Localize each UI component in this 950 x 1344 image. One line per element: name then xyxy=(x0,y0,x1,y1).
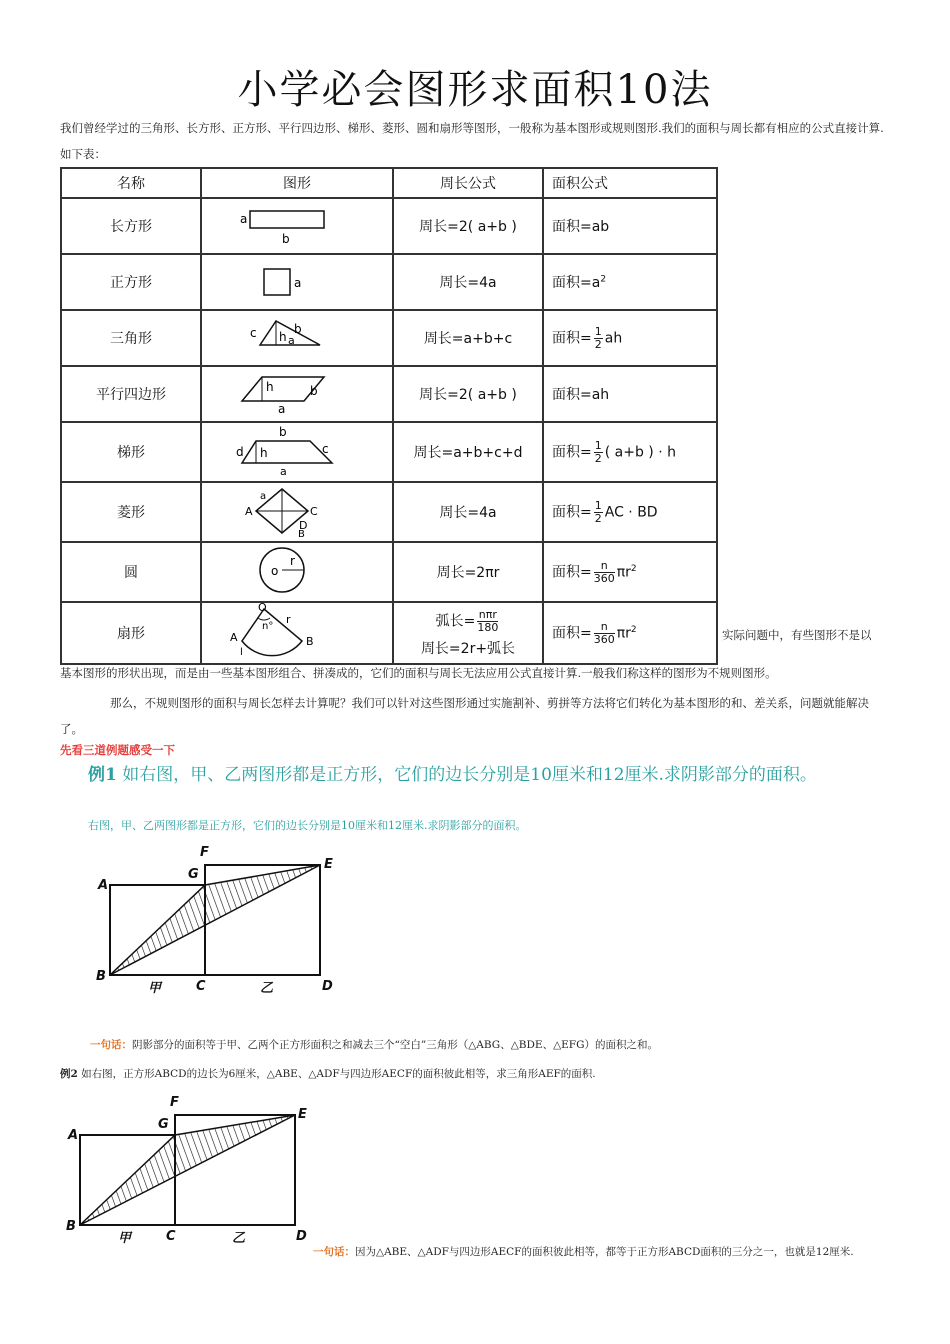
table-row xyxy=(61,482,717,542)
svg-text:h: h xyxy=(260,446,268,460)
table-row xyxy=(61,310,717,366)
shaded-region xyxy=(110,865,320,975)
svg-text:D: D xyxy=(299,519,308,532)
row-perimeter: 周长=2( a+b ) xyxy=(393,198,543,254)
table-row xyxy=(61,542,717,602)
row-area: 面积=ah xyxy=(543,366,717,422)
table-header-row xyxy=(61,168,717,198)
svg-text:A: A xyxy=(98,878,109,893)
svg-text:h: h xyxy=(266,380,274,394)
svg-text:乙: 乙 xyxy=(232,1231,246,1246)
row-perimeter: 周长=2( a+b ) xyxy=(393,366,543,422)
continuation-paragraph: 基本图形的形状出现，而是由一些基本图形组合、拼凑成的，它们的面积与周长无法应用公式直接计算.一般我们称这样的图形为不规则图形。 xyxy=(60,666,777,680)
table-row xyxy=(61,422,717,482)
row-name: 菱形 xyxy=(61,482,201,542)
svg-text:c: c xyxy=(322,442,329,456)
row-perimeter: 周长=a+b+c+d xyxy=(393,422,543,482)
example2-note: 一句话：因为△ABE、△ADF与四边形AECF的面积彼此相等，都等于正方形ABCD面积的三分之一，也就是12厘米. xyxy=(313,1246,854,1258)
table-row xyxy=(61,366,717,422)
row-perimeter: 周长=4a xyxy=(393,482,543,542)
label-a: a xyxy=(294,276,302,290)
svg-text:a: a xyxy=(280,465,287,477)
svg-text:甲: 甲 xyxy=(118,1231,132,1246)
example1-subtext: 右图，甲、乙两图形都是正方形，它们的边长分别是10厘米和12厘米.求阴影部分的面积。 xyxy=(88,819,527,832)
svg-text:C: C xyxy=(310,505,318,518)
row-area: 面积= $\frac{1}{2}$ AC · BD xyxy=(543,482,717,542)
label-b: b xyxy=(282,232,290,246)
triangle-figure xyxy=(201,310,393,366)
row-area: 面积= $\frac{n}{360}$ $\pi r^2$ xyxy=(543,602,717,664)
row-area: 面积$=a^2$ xyxy=(543,254,717,310)
row-perimeter: 周长=4a xyxy=(393,254,543,310)
header-perimeter: 周长公式 xyxy=(393,168,543,198)
label-a: a xyxy=(240,212,248,226)
method-paragraph: 那么，不规则图形的面积与周长怎样去计算呢？我们可以针对这些图形通过实施割补、剪拼等方法将它们转化为基本图形的和、差关系，问题就能解决了。 xyxy=(60,696,869,736)
example1-title: 例1 如右图，甲、乙两图形都是正方形，它们的边长分别是10厘米和12厘米.求阴影部分的面积。 xyxy=(88,765,817,785)
svg-text:C: C xyxy=(166,1229,176,1244)
row-name: 梯形 xyxy=(61,422,201,482)
svg-text:D: D xyxy=(322,979,333,994)
shaded-region xyxy=(80,1115,295,1225)
header-name: 名称 xyxy=(61,168,201,198)
circle-figure xyxy=(201,542,393,602)
svg-text:d: d xyxy=(236,445,244,459)
svg-text:o: o xyxy=(271,564,279,578)
svg-text:O: O xyxy=(258,603,267,614)
row-perimeter: 周长=a+b+c xyxy=(393,310,543,366)
example1-note: 一句话：阴影部分的面积等于甲、乙两个正方形面积之和减去三个“空白”三角形（△ABG、△BDE、△EFG）的面积之和。 xyxy=(90,1039,658,1051)
table-row xyxy=(61,254,717,310)
intro-paragraph: 我们曾经学过的三角形、长方形、正方形、平行四边形、梯形、菱形、圆和扇形等图形，一般称为基本图形或规则图形.我们的面积与周长都有相应的公式直接计算.如下表： xyxy=(60,121,884,161)
example2-text: 例2 如右图，正方形ABCD的边长为6厘米，△ABE、△ADF与四边形AECF的面积彼此相等，求三角形AEF的面积. xyxy=(60,1068,596,1080)
page-title: 小学必会图形求面积10法 xyxy=(237,67,713,113)
svg-text:E: E xyxy=(324,857,333,872)
row-area: 面积= $\frac{n}{360}$ $\pi r^2$ xyxy=(543,542,717,602)
svg-text:A: A xyxy=(68,1128,79,1143)
rhombus-figure xyxy=(201,482,393,542)
header-figure: 图形 xyxy=(201,168,393,198)
svg-text:B: B xyxy=(66,1219,76,1234)
svg-text:G: G xyxy=(158,1117,169,1132)
row-area: 面积= $\frac{1}{2}$ ah xyxy=(543,310,717,366)
svg-text:B: B xyxy=(306,635,314,648)
svg-text:l: l xyxy=(240,647,243,658)
row-perimeter: 弧长= $\frac{\text{nπr}}{180}$ 周长=2r+弧长 xyxy=(393,602,543,664)
svg-text:n°: n° xyxy=(262,621,274,632)
svg-text:B: B xyxy=(298,529,305,537)
table-row xyxy=(61,198,717,254)
row-name: 三角形 xyxy=(61,310,201,366)
svg-text:C: C xyxy=(196,979,206,994)
row-area: 面积=ab xyxy=(543,198,717,254)
row-area: 面积= $\frac{1}{2}$ ( a+b ) · h xyxy=(543,422,717,482)
row-name: 长方形 xyxy=(61,198,201,254)
svg-text:b: b xyxy=(279,425,287,439)
fraction: $\frac{1}{2}$ xyxy=(594,324,602,351)
section-heading: 先看三道例题感受一下 xyxy=(60,743,175,757)
svg-text:c: c xyxy=(250,326,257,340)
trapezoid-figure xyxy=(201,422,393,482)
table-row xyxy=(61,602,717,664)
svg-text:乙: 乙 xyxy=(260,981,274,996)
svg-text:b: b xyxy=(294,322,302,336)
svg-text:A: A xyxy=(230,631,238,644)
svg-text:a: a xyxy=(278,402,286,416)
svg-text:G: G xyxy=(188,867,199,882)
sector-shape xyxy=(242,609,302,656)
svg-text:a: a xyxy=(260,491,267,502)
svg-text:a: a xyxy=(288,334,295,347)
svg-text:D: D xyxy=(296,1229,307,1244)
svg-text:E: E xyxy=(298,1107,307,1122)
row-name: 圆 xyxy=(61,542,201,602)
svg-text:F: F xyxy=(170,1095,179,1110)
svg-text:r: r xyxy=(290,554,295,568)
svg-text:b: b xyxy=(310,384,318,398)
row-name: 平行四边形 xyxy=(61,366,201,422)
row-name: 扇形 xyxy=(61,602,201,664)
svg-text:F: F xyxy=(200,845,209,860)
square-shape xyxy=(264,269,290,295)
row-name: 正方形 xyxy=(61,254,201,310)
formula-table xyxy=(60,167,718,665)
rectangle-figure xyxy=(201,198,393,254)
row-perimeter: 周长=2πr xyxy=(393,542,543,602)
example2-diagram xyxy=(60,1090,320,1250)
rectangle-shape xyxy=(250,211,324,228)
header-area: 面积公式 xyxy=(543,168,717,198)
svg-text:B: B xyxy=(96,969,106,984)
svg-text:h: h xyxy=(279,330,287,344)
continuation-text: 实际问题中，有些图形不是以 xyxy=(722,628,872,642)
svg-text:甲: 甲 xyxy=(148,981,162,996)
square-figure xyxy=(201,254,393,310)
svg-text:A: A xyxy=(245,505,253,518)
svg-text:r: r xyxy=(286,613,291,626)
example1-diagram xyxy=(90,840,350,1000)
sector-figure xyxy=(201,602,393,664)
parallelogram-figure xyxy=(201,366,393,422)
